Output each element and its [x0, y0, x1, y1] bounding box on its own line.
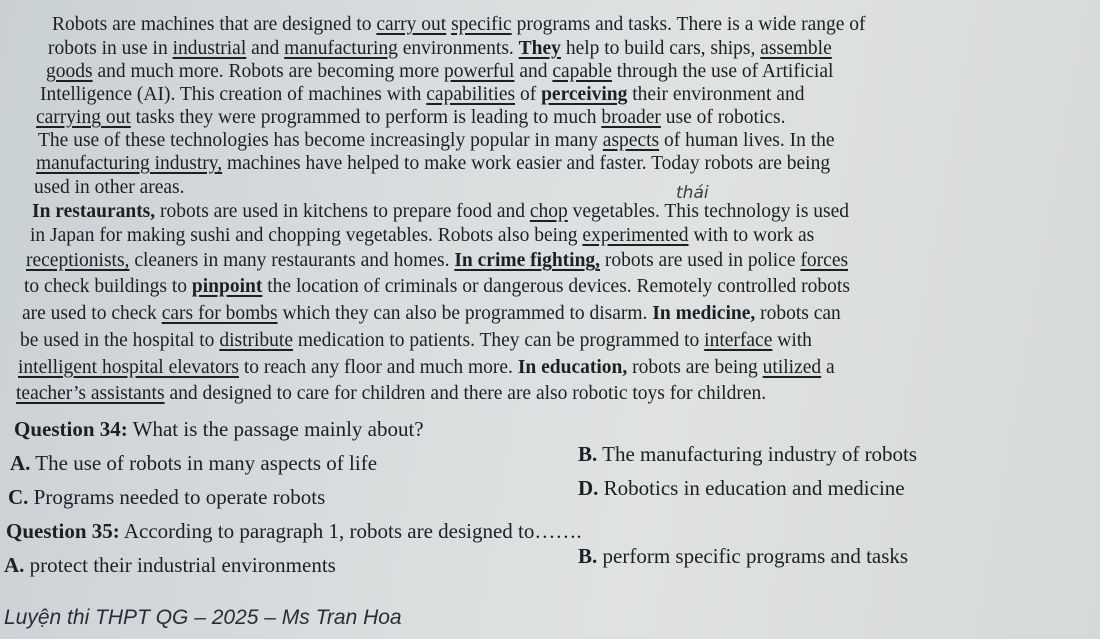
text: Intelligence (AI). This creation of machines with: [40, 84, 427, 105]
text: robots in use in: [48, 38, 173, 59]
underlined-word: receptionists,: [26, 250, 130, 271]
underlined-word: carry out: [376, 14, 447, 35]
text: their environment and: [627, 84, 805, 105]
passage-line: [22, 303, 841, 325]
text: robots are used in police: [600, 250, 801, 271]
option-text: The use of robots in many aspects of life: [30, 451, 378, 475]
question-label: Question 34:: [14, 417, 128, 441]
underlined-word: They: [518, 38, 561, 59]
text: tasks they were programmed to perform is leading to much: [130, 107, 602, 128]
bold-text: In medicine,: [652, 303, 756, 324]
text: help to build cars, ships,: [560, 38, 761, 59]
passage-line: [20, 330, 812, 352]
underlined-word: experimented: [582, 225, 689, 246]
passage-line: [38, 130, 835, 152]
text: a: [821, 357, 835, 378]
text: in Japan for making sushi and chopping vegetables. Robots also being: [30, 225, 583, 246]
text: machines have helped to make work easier and faster. Today robots are being: [222, 153, 831, 174]
bold-text: In education,: [517, 357, 628, 378]
option-text: The manufacturing industry of robots: [597, 442, 918, 466]
text: Robots are machines that are designed to: [52, 14, 377, 35]
underlined-word: distribute: [219, 330, 293, 351]
underlined-word: specific: [451, 14, 512, 35]
underlined-word: capabilities: [426, 84, 516, 105]
handwritten-note: thái: [676, 183, 709, 203]
q34-option-a[interactable]: [10, 452, 377, 474]
q35-option-a[interactable]: [4, 554, 336, 576]
option-key: B.: [578, 442, 598, 466]
passage-line: [48, 38, 832, 60]
q35-option-b[interactable]: [578, 545, 908, 567]
text: used in other areas.: [34, 177, 185, 198]
underlined-word: teacher’s assistants: [16, 383, 165, 404]
text: of: [515, 84, 542, 105]
underlined-word: broader: [601, 107, 661, 128]
underlined-word: utilized: [762, 357, 822, 378]
q34-option-b[interactable]: [578, 443, 917, 465]
passage-line: [26, 250, 848, 272]
text: which they can also be programmed to disarm.: [277, 303, 653, 324]
option-key: A.: [4, 553, 25, 577]
text: and designed to care for children and there are also robotic toys for children.: [164, 383, 767, 404]
underlined-word: manufacturing: [284, 38, 398, 59]
q34-option-d[interactable]: [578, 477, 905, 499]
text: of human lives. In the: [659, 130, 835, 151]
option-key: B.: [578, 544, 598, 568]
option-text: protect their industrial environments: [24, 553, 336, 577]
passage-line: [30, 225, 814, 247]
passage-line: [18, 357, 835, 379]
footer-text: Luyện thi THPT QG – 2025 – Ms Tran Hoa: [4, 606, 402, 629]
question-34: [14, 418, 424, 440]
text: be used in the hospital to: [20, 330, 220, 351]
text: The use of these technologies has become increasingly popular in many: [38, 130, 603, 151]
passage-line: [32, 201, 849, 223]
passage-line: [34, 177, 185, 199]
text: through the use of Artificial: [611, 61, 834, 82]
text: are used to check: [22, 303, 162, 324]
text: and: [246, 38, 285, 59]
passage-line: [52, 14, 866, 36]
passage-line: [36, 107, 785, 129]
question-text: According to paragraph 1, robots are designed to…….: [119, 519, 582, 543]
underlined-word: perceiving: [541, 84, 628, 105]
text: environments.: [397, 38, 519, 59]
text: vegetables. This technology is used: [567, 201, 850, 222]
text: use of robotics.: [660, 107, 786, 128]
text: with to work as: [688, 225, 815, 246]
passage-line: [46, 61, 833, 83]
question-text: What is the passage mainly about?: [127, 417, 424, 441]
text: and much more. Robots are becoming more: [92, 61, 445, 82]
text: to check buildings to: [24, 276, 192, 297]
text: with: [772, 330, 812, 351]
text: programs and tasks. There is a wide range of: [511, 14, 866, 35]
bold-text: In crime fighting,: [454, 250, 601, 271]
underlined-word: capable: [552, 61, 612, 82]
passage-line: [36, 153, 830, 175]
question-label: Question 35:: [6, 519, 120, 543]
text: to reach any floor and much more.: [238, 357, 518, 378]
underlined-word: goods: [46, 61, 93, 82]
underlined-word: aspects: [602, 130, 660, 151]
option-text: Programs needed to operate robots: [28, 485, 326, 509]
text: robots are used in kitchens to prepare food and: [155, 201, 530, 222]
underlined-word: industrial: [172, 38, 247, 59]
passage-line: [40, 84, 804, 106]
text: robots can: [755, 303, 841, 324]
option-key: C.: [8, 485, 29, 509]
text: robots are being: [627, 357, 763, 378]
q34-option-c[interactable]: [8, 486, 325, 508]
underlined-word: powerful: [444, 61, 515, 82]
passage-line: [24, 276, 850, 298]
underlined-word: chop: [529, 201, 568, 222]
question-35: [6, 520, 582, 542]
underlined-word: pinpoint: [191, 276, 263, 297]
underlined-word: interface: [704, 330, 773, 351]
underlined-word: intelligent hospital elevators: [18, 357, 239, 378]
bold-text: In restaurants,: [32, 201, 156, 222]
option-key: A.: [10, 451, 31, 475]
passage-line: [16, 383, 766, 405]
underlined-word: carrying out: [36, 107, 131, 128]
text: and: [514, 61, 553, 82]
underlined-word: manufacturing industry,: [36, 153, 223, 174]
option-text: perform specific programs and tasks: [597, 544, 909, 568]
underlined-word: assemble: [760, 38, 832, 59]
text: medication to patients. They can be programmed to: [292, 330, 705, 351]
text: the location of criminals or dangerous devices. Remotely controlled robots: [262, 276, 850, 297]
option-key: D.: [578, 476, 599, 500]
underlined-word: forces: [800, 250, 849, 271]
underlined-word: cars for bombs: [161, 303, 278, 324]
option-text: Robotics in education and medicine: [598, 476, 905, 500]
text: cleaners in many restaurants and homes.: [129, 250, 455, 271]
